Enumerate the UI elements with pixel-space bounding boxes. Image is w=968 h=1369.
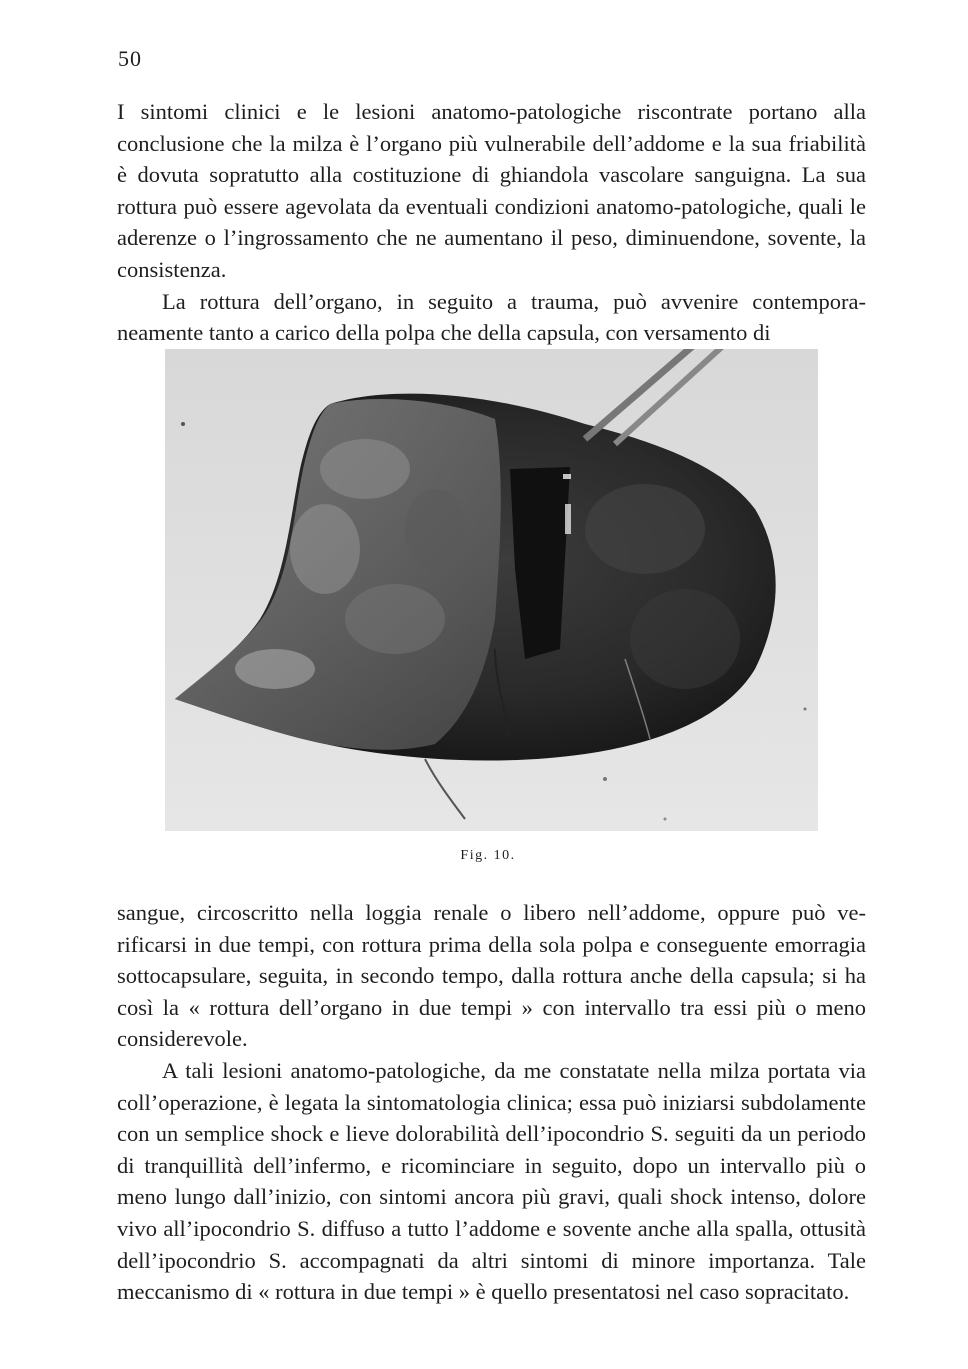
paragraph: La rottura dell’organo, in seguito a trauma, può avvenire contemporaneamente tanto a carico della polpa che della capsula, con versamento di	[117, 288, 866, 346]
figure-caption: Fig. 10.	[460, 848, 516, 863]
body-text-top	[117, 96, 866, 349]
paragraph: I sintomi clinici e le lesioni anatomo-patologiche riscontrate portano alla conclusione che la milza è l’organo più vulnerabile dell’addome e la sua friabilità è dovuta sopratutto alla costituzione di ghiandola vascolare sanguigna. La sua rottura può essere agevolata da eventuali condizioni anatomo-patologiche, quali le aderenze o l’ingrossamento che ne aumentano il peso, diminuendone, sovente, la consistenza.	[117, 99, 866, 282]
body-text-bottom	[117, 897, 866, 1308]
page-number: 50	[118, 46, 142, 71]
paragraph: sangue, circoscritto nella loggia renale o libero nell’addome, oppure può verificarsi in due tempi, con rottura prima della sola polpa e conseguente emorragia sottocapsulare, seguita, in secondo tempo, dalla rottura anche della capsula; si ha così la « rottura dell’organo in due tempi » con intervallo tra essi più o meno considerevole.	[117, 900, 866, 1052]
spleen-specimen-photo	[165, 349, 818, 831]
paragraph: A tali lesioni anatomo-patologiche, da me constatate nella milza portata via coll’operazione, è legata la sintomatologia clinica; essa può iniziarsi subdolamente con un semplice shock e lieve dolorabilità dell’ipocondrio S. seguiti da un periodo di tranquillità dell’infermo, e ricominciare in seguito, dopo un intervallo più o meno lungo dall’inizio, con sintomi ancora più gravi, quali shock intenso, dolore vivo all’ipocondrio S. diffuso a tutto l’addome e sovente anche alla spalla, ottusità dell’ipocondrio S. accompagnati da altri sintomi di minore importanza. Tale meccanismo di « rottura in due tempi » è quello presentatosi nel caso sopracitato.	[117, 1057, 866, 1305]
figure-photograph	[165, 349, 818, 831]
